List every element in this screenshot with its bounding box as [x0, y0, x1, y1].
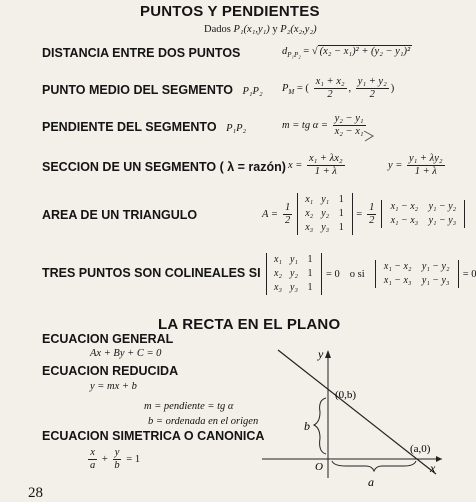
area-heading: AREA DE UN TRIANGULO: [42, 208, 198, 222]
a-segment-label: a: [368, 475, 374, 489]
midpoint-heading: PUNTO MEDIO DEL SEGMENTO P₁P₂: [42, 83, 263, 97]
general-formula: Ax + By + C = 0: [90, 348, 162, 359]
distance-formula: $d_{P_1P_2}$ = √ (x₂ − x₁)² + (y₂ − y₁)²: [282, 46, 411, 60]
point-a0: (a,0): [410, 443, 431, 455]
symmetric-heading: ECUACION SIMETRICA O CANONICA: [42, 429, 265, 443]
y-axis-arrow: [325, 350, 331, 358]
distance-heading: DISTANCIA ENTRE DOS PUNTOS: [42, 46, 241, 60]
slope-heading: PENDIENTE DEL SEGMENTO P₁P₂: [42, 120, 247, 134]
given-points: Dados P₁(x₁,y₁) y P₂(x₂,y₂): [204, 24, 317, 35]
collinear-formula: x₁ y₁ 1 x₂ y₂ 1 x₃ y₃ 1 = 0 o si x₁ − x₂ y₁ − y₂ x₁ − x₃ y₁ − y₃ = 0: [266, 253, 476, 295]
section-y-formula: y = $\frac{\text{y₁ + λy₂}}{1 + \lambda}$: [388, 153, 443, 177]
general-heading: ECUACION GENERAL: [42, 332, 174, 346]
page-number: 28: [28, 485, 43, 501]
reduced-heading: ECUACION REDUCIDA: [42, 364, 179, 378]
b-segment-label: b: [304, 419, 310, 433]
a-brace: [332, 461, 416, 471]
x-axis-arrow: [436, 456, 442, 462]
collinear-matrix-2x2: x₁ − x₂ y₁ − y₂ x₁ − x₃ y₁ − y₃: [375, 260, 459, 288]
b-brace: [314, 398, 326, 454]
collinear-matrix-3x3: x₁ y₁ 1 x₂ y₂ 1 x₃ y₃ 1: [266, 253, 322, 295]
page-title: PUNTOS Y PENDIENTES: [140, 3, 320, 20]
y-axis-label: y: [318, 347, 324, 361]
collinear-heading: TRES PUNTOS SON COLINEALES SI: [42, 266, 261, 280]
point-0b: (0,b): [335, 389, 357, 401]
line: [278, 350, 436, 474]
x-axis-label: x: [430, 461, 436, 475]
section-heading: SECCION DE UN SEGMENTO ( λ = razón): [42, 160, 286, 174]
area-matrix-2x2: x₁ − x₂ y₁ − y₂ x₁ − x₃ y₁ − y₃: [381, 200, 465, 228]
intercept-definition: b = ordenada en el origen: [148, 416, 259, 427]
midpoint-formula: $P_M$ = ( $\frac{\text{x₁ + x₂}}{2}$ , $\frac{\text{y₁ + y₂}}{2}$ ): [282, 76, 395, 100]
symmetric-formula: $\frac{x}{a}$ + $\frac{y}{b}$ = 1: [90, 447, 141, 471]
slope-definition: m = pendiente = tg α: [144, 401, 234, 412]
section-title-recta: LA RECTA EN EL PLANO: [158, 316, 341, 333]
origin-label: O: [315, 461, 323, 473]
slope-formula: m = tg α = $\frac{\text{y₂ − y₁}}{\text{x₂ − x₁}}$: [282, 113, 364, 137]
reduced-formula: y = mx + b: [90, 381, 137, 392]
area-matrix-3x3: x₁ y₁ 1 x₂ y₂ 1 x₃ y₃ 1: [297, 193, 353, 235]
area-formula: A = $\frac{1}{2}$ x₁ y₁ 1 x₂ y₂ 1 x₃ y₃ 1 = $\frac{1}{2}$ x₁ − x₂ y₁ − y₂ x₁ − x₃ y₁ − y₃: [262, 193, 465, 235]
section-x-formula: x = $\frac{\text{x₁ + λx₂}}{1 + \lambda}$: [288, 153, 343, 177]
